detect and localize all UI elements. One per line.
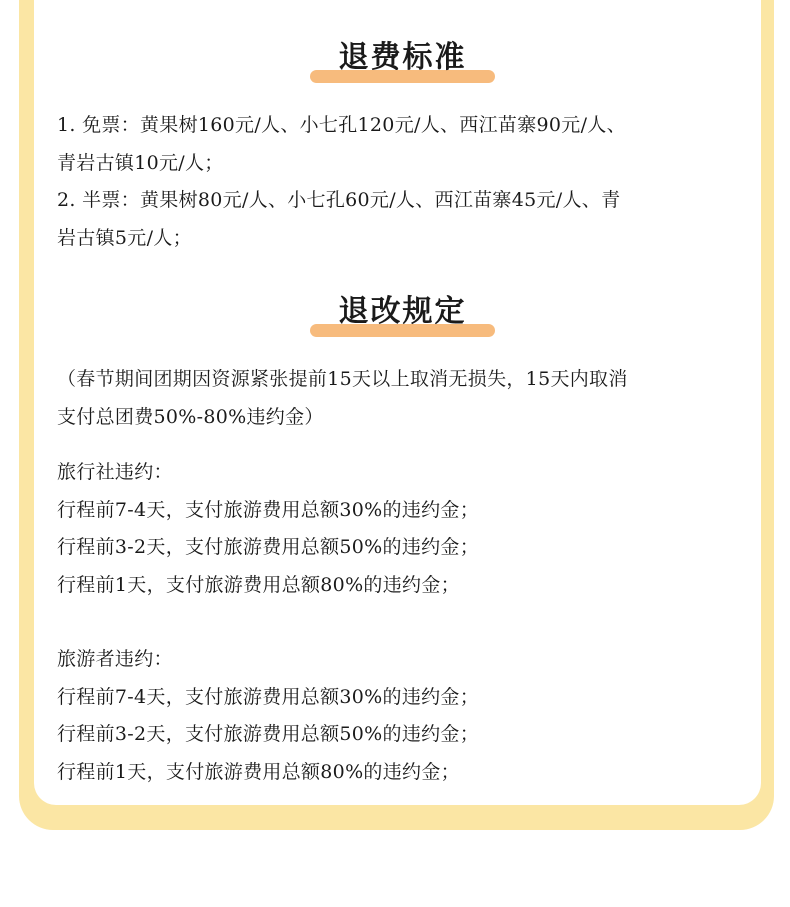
agency-item: 行程前7-4天，支付旅游费用总额30%的违约金； — [57, 498, 480, 521]
tourist-item: 行程前7-4天，支付旅游费用总额30%的违约金； — [57, 685, 480, 708]
tourist-item: 行程前1天，支付旅游费用总额80%的违约金； — [57, 760, 460, 783]
refund-line: 青岩古镇10元/人； — [57, 151, 224, 174]
change-content — [57, 361, 733, 791]
refund-line: 岩古镇5元/人； — [57, 226, 192, 249]
agency-item: 行程前3-2天，支付旅游费用总额50%的违约金； — [57, 536, 480, 558]
agency-heading: 旅行社违约： — [57, 461, 173, 483]
refund-line: 2. 半票：黄果树80元/人、小七孔60元/人、西江苗寨45元/人、青 — [57, 189, 621, 211]
tourist-heading: 旅游者违约： — [57, 648, 173, 670]
refund-title: 退费标准 — [338, 40, 467, 75]
change-title-block — [310, 291, 495, 339]
refund-line: 1. 免票：黄果树160元/人、小七孔120元/人、西江苗寨90元/人、 — [57, 114, 626, 136]
tourist-item: 行程前3-2天，支付旅游费用总额50%的违约金； — [57, 723, 480, 745]
refund-title-block — [310, 37, 495, 85]
note-line: （春节期间团期因资源紧张提前15天以上取消无损失，15天内取消 — [57, 368, 628, 390]
note-line: 支付总团费50%-80%违约金） — [57, 405, 324, 428]
change-title: 退改规定 — [338, 294, 467, 329]
refund-content — [57, 107, 733, 257]
agency-item: 行程前1天，支付旅游费用总额80%的违约金； — [57, 573, 460, 596]
